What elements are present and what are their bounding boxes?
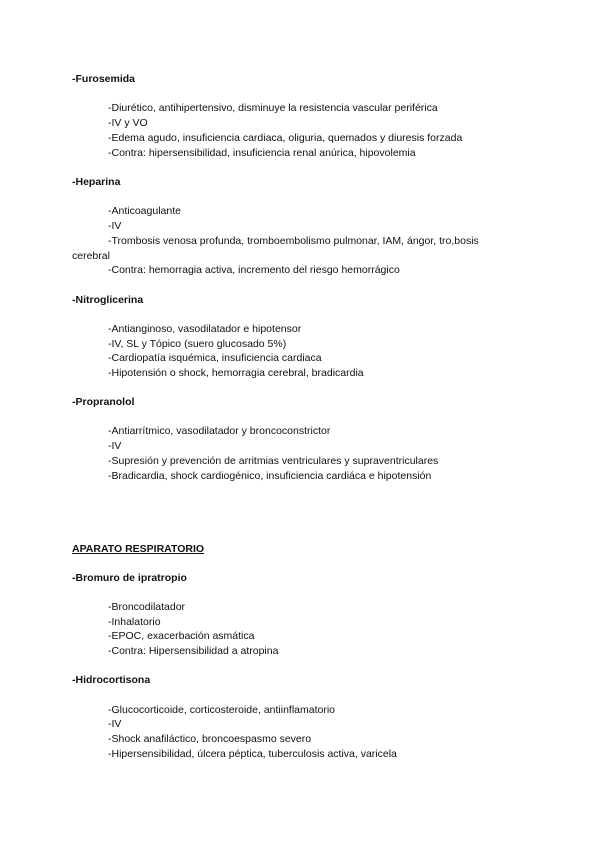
- list-item: -Glucocorticoide, corticosteroide, antiinflamatorio: [108, 704, 336, 716]
- list-item: -Cardiopatía isquémica, insuficiencia cardiaca: [108, 352, 322, 364]
- drug-title-bromuro-de-ipratropio: -Bromuro de ipratropio: [72, 572, 187, 584]
- drug-title-propranolol: -Propranolol: [72, 396, 135, 408]
- list-item: -Diurético, antihipertensivo, disminuye la resistencia vascular periférica: [108, 102, 438, 114]
- list-item: -Anticoagulante: [108, 205, 181, 217]
- list-item: -IV: [108, 718, 122, 730]
- list-item: -Contra: hemorragia activa, incremento del riesgo hemorrágico: [108, 264, 400, 276]
- drug-title-hidrocortisona: -Hidrocortisona: [72, 674, 151, 686]
- list-item: -Antiarrítmico, vasodilatador y broncoconstrictor: [108, 425, 331, 437]
- list-item: -Contra: hipersensibilidad, insuficiencia renal anúrica, hipovolemia: [108, 147, 416, 159]
- drug-title-nitroglicerina: -Nitroglicerina: [72, 294, 144, 306]
- list-item: -Hipersensibilidad, úlcera péptica, tuberculosis activa, varicela: [108, 748, 397, 760]
- list-item: -Hipotensión o shock, hemorragia cerebral, bradicardia: [108, 367, 364, 379]
- list-item-continuation: cerebral: [72, 250, 110, 262]
- drug-title-heparina: -Heparina: [72, 176, 121, 188]
- drug-title-furosemida: -Furosemida: [72, 73, 136, 85]
- list-item: -Broncodilatador: [108, 601, 186, 613]
- list-item: -Trombosis venosa profunda, tromboembolismo pulmonar, IAM, ángor, tro,bosis: [108, 235, 479, 247]
- list-item: -IV, SL y Tópico (suero glucosado 5%): [108, 338, 287, 350]
- list-item: -Shock anafiláctico, broncoespasmo severo: [108, 733, 312, 745]
- list-item: -IV: [108, 220, 122, 232]
- list-item: -Supresión y prevención de arritmias ventriculares y supraventriculares: [108, 455, 439, 467]
- list-item: -EPOC, exacerbación asmática: [108, 630, 255, 642]
- list-item: -Inhalatorio: [108, 616, 161, 628]
- list-item: -Bradicardia, shock cardiogénico, insuficiencia cardiáca e hipotensión: [108, 470, 432, 482]
- list-item: -IV: [108, 440, 122, 452]
- list-item: -Edema agudo, insuficiencia cardiaca, oliguria, quemados y diuresis forzada: [108, 132, 463, 144]
- list-item: -Antianginoso, vasodilatador e hipotensor: [108, 323, 302, 335]
- list-item: -IV y VO: [108, 117, 148, 129]
- section-title: APARATO RESPIRATORIO: [72, 543, 205, 555]
- list-item: -Contra: Hipersensibilidad a atropina: [108, 645, 279, 657]
